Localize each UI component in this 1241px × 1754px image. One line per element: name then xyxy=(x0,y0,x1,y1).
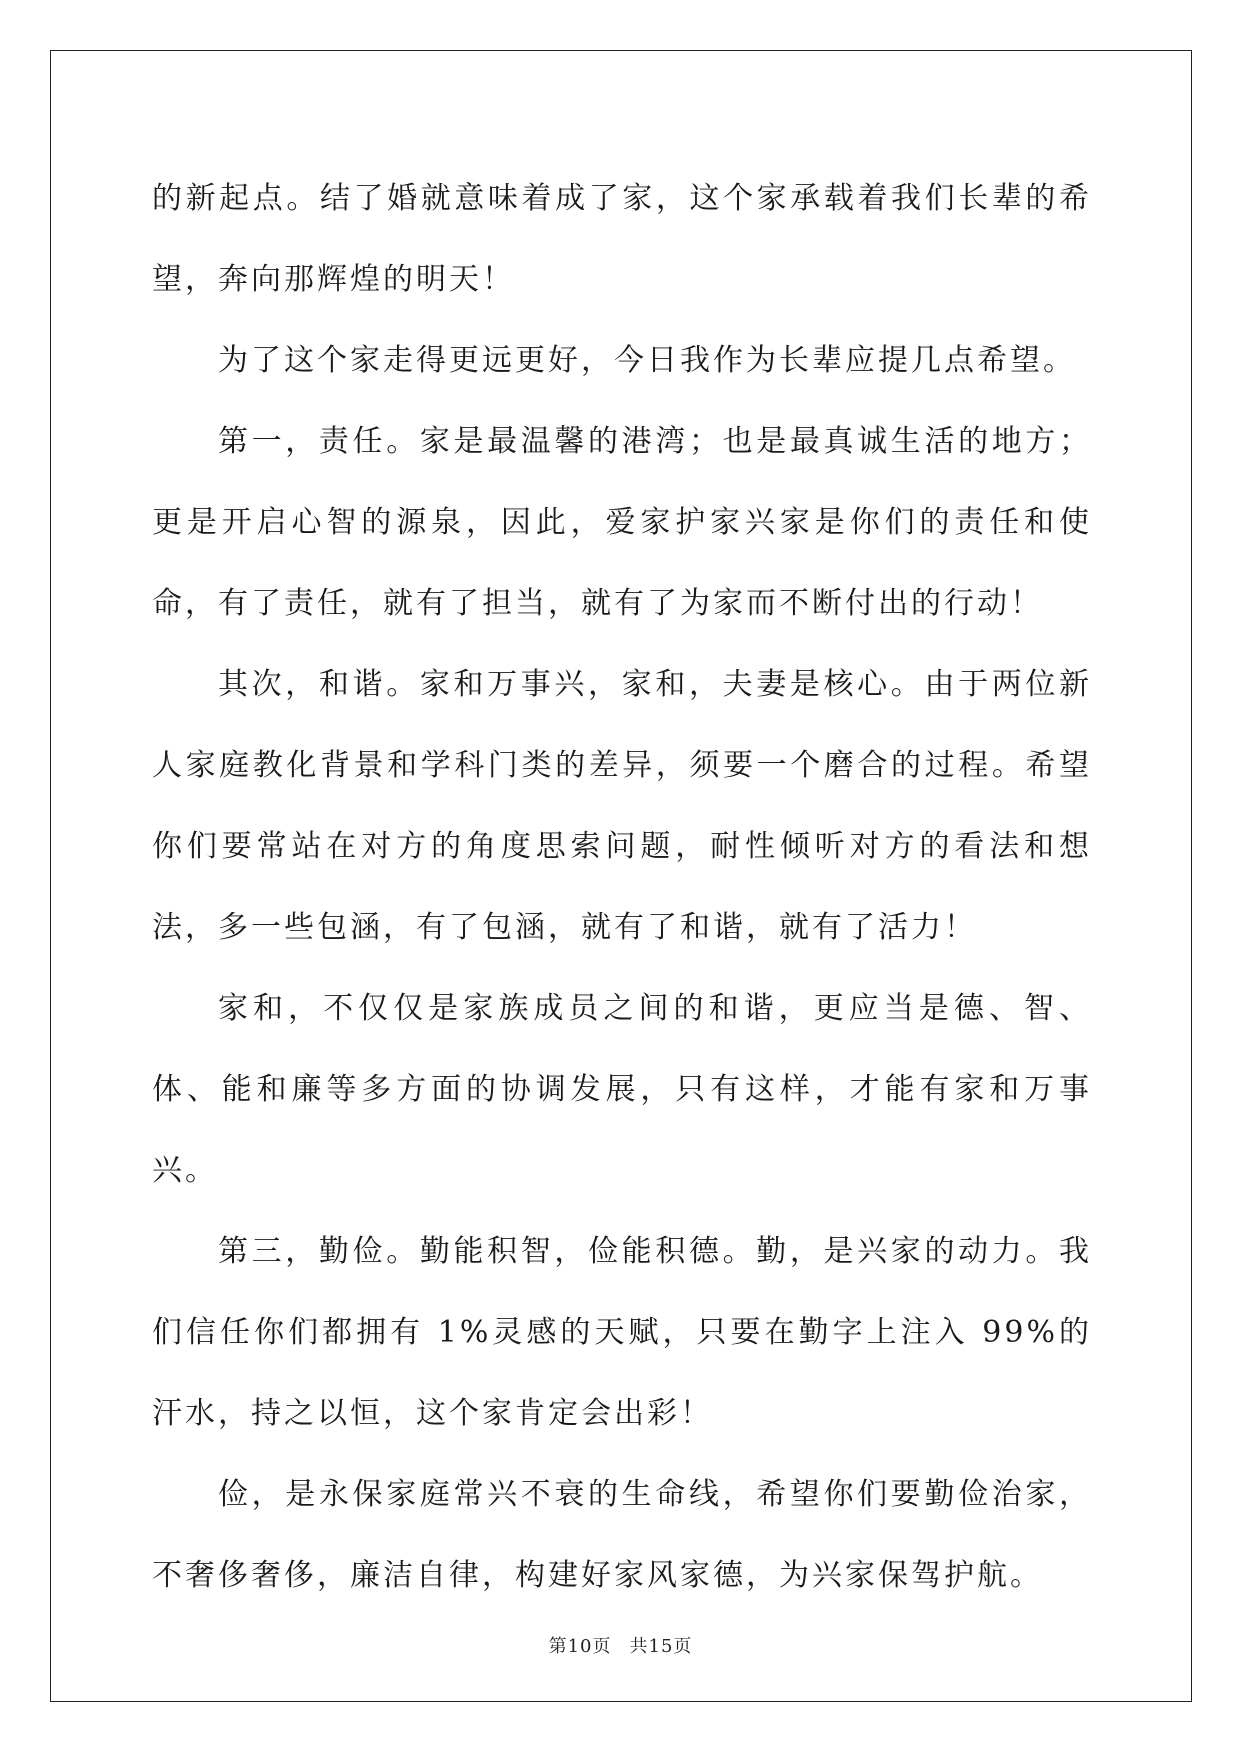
current-page-number: 第10页 xyxy=(548,1636,612,1657)
paragraph: 其次，和谐。家和万事兴，家和，夫妻是核心。由于两位新人家庭教化背景和学科门类的差异，须要一个磨合的过程。希望你们要常站在对方的角度思索问题，耐性倾听对方的看法和想法，多一些包涵，有了包涵，就有了和谐，就有了活力！ xyxy=(152,667,1092,945)
total-pages: 共15页 xyxy=(629,1636,693,1657)
paragraph: 家和，不仅仅是家族成员之间的和谐，更应当是德、智、体、能和廉等多方面的协调发展，只有这样，才能有家和万事兴。 xyxy=(152,991,1092,1188)
paragraph: 第三，勤俭。勤能积智，俭能积德。勤，是兴家的动力。我们信任你们都拥有 1%灵感的天赋，只要在勤字上注入 99%的汗水，持之以恒，这个家肯定会出彩！ xyxy=(152,1234,1092,1431)
paragraph: 第一，责任。家是最温馨的港湾；也是最真诚生活的地方；更是开启心智的源泉，因此，爱家护家兴家是你们的责任和使命，有了责任，就有了担当，就有了为家而不断付出的行动！ xyxy=(152,424,1092,621)
page-footer xyxy=(0,1632,1241,1658)
document-body xyxy=(152,158,1092,1616)
paragraph: 为了这个家走得更远更好，今日我作为长辈应提几点希望。 xyxy=(218,343,1076,378)
paragraph: 的新起点。结了婚就意味着成了家，这个家承载着我们长辈的希望，奔向那辉煌的明天！ xyxy=(152,181,1092,297)
paragraph: 俭，是永保家庭常兴不衰的生命线，希望你们要勤俭治家，不奢侈奢侈，廉洁自律，构建好家风家德，为兴家保驾护航。 xyxy=(152,1477,1092,1593)
